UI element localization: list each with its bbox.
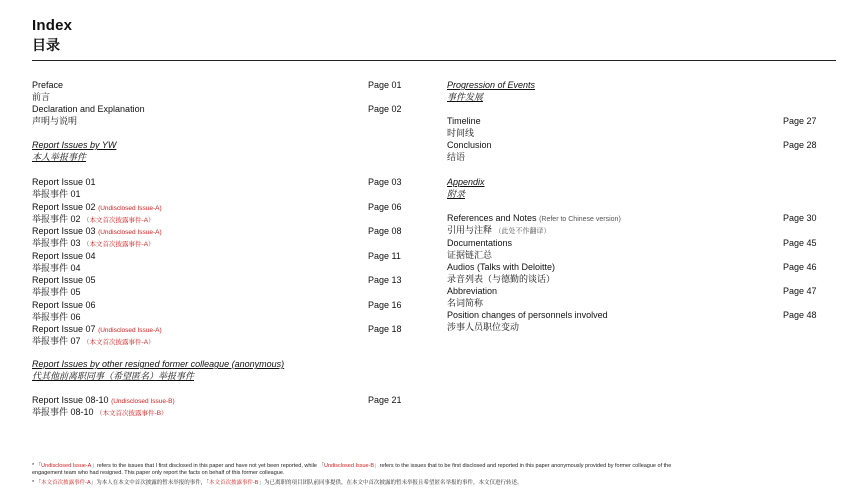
section-heading-appendix-cn: 附录 [447, 189, 466, 199]
toc-entry-issue[interactable]: Report Issue 07 (Undisclosed Issue-A) [32, 324, 162, 334]
toc-entry-issue-cn: 举报事件 02 （本文首次披露事件-A） [32, 214, 155, 224]
undisclosed-note-cn: （本文首次披露事件-A） [83, 339, 155, 346]
toc-page-issue: Page 03 [368, 177, 402, 187]
toc-entry-conclusion[interactable]: Conclusion [447, 140, 492, 150]
undisclosed-note-cn: （本文首次披露事件-B） [96, 410, 168, 417]
toc-page-issue-08-10: Page 21 [368, 395, 402, 405]
toc-entry-issue-08-10-cn: 举报事件 08-10 （本文首次披露事件-B） [32, 407, 168, 417]
toc-page-preface: Page 01 [368, 80, 402, 90]
toc-entry-abbreviation-cn: 名词简称 [447, 298, 484, 308]
toc-entry-issue-cn: 举报事件 01 [32, 189, 81, 199]
toc-page-issue: Page 13 [368, 275, 402, 285]
toc-entry-audios[interactable]: Audios (Talks with Deloitte) [447, 262, 556, 272]
toc-page-declaration: Page 02 [368, 104, 402, 114]
toc-entry-position-changes[interactable]: Position changes of personnels involved [447, 310, 608, 320]
toc-entry-documentations-cn: 证据链汇总 [447, 250, 493, 260]
undisclosed-note-cn: （本文首次披露事件-A） [83, 217, 155, 224]
toc-page-audios: Page 46 [783, 262, 817, 272]
toc-entry-timeline[interactable]: Timeline [447, 116, 481, 126]
toc-page-issue: Page 08 [368, 226, 402, 236]
references-note: (Refer to Chinese version) [539, 216, 621, 223]
footnote-cn: * 「本文首次披露事件-A」为本人在本文中首次披露的暂未举报的事件，「本文首次披露事件-B」为已离职的项目团队前同事提供，在本文中首次披露的暂未举报且希望匿名举报的事件，本文仅进行转述。 [32, 480, 523, 486]
toc-entry-declaration-cn: 声明与说明 [32, 116, 78, 126]
toc-entry-audios-cn: 录音列表（与德勤的谈话） [447, 274, 556, 284]
title-divider [32, 60, 836, 61]
page-title-cn: 目录 [32, 37, 60, 53]
toc-entry-position-changes-cn: 涉事人员职位变动 [447, 322, 520, 332]
undisclosed-note: (Undisclosed Issue-B) [111, 398, 175, 405]
toc-entry-issue-cn: 举报事件 05 [32, 287, 81, 297]
toc-page-timeline: Page 27 [783, 116, 817, 126]
toc-page-issue: Page 11 [368, 251, 401, 261]
toc-entry-issue-cn: 举报事件 04 [32, 263, 81, 273]
toc-entry-issue-cn: 举报事件 07 （本文首次披露事件-A） [32, 336, 155, 346]
page-title-en: Index [32, 17, 73, 34]
toc-entry-issue[interactable]: Report Issue 04 [32, 251, 96, 261]
toc-entry-preface[interactable]: Preface [32, 80, 64, 90]
toc-entry-conclusion-cn: 结语 [447, 152, 466, 162]
undisclosed-note: (Undisclosed Issue-A) [98, 229, 162, 236]
section-heading-yw-cn: 本人举报事件 [32, 152, 87, 162]
toc-page-issue: Page 06 [368, 202, 402, 212]
footnote-en: * 「Undisclosed Issue-A」refers to the issues that I first disclosed in this paper and have not yet been reported, while 「Undisclosed Issue-B」refers to the issues that to be first disclosed and reported in this paper anonymously provided by former colleague of the [32, 463, 672, 469]
toc-page-abbreviation: Page 47 [783, 286, 817, 296]
toc-entry-issue[interactable]: Report Issue 03 (Undisclosed Issue-A) [32, 226, 162, 236]
toc-page-references: Page 30 [783, 213, 817, 223]
section-heading-other[interactable]: Report Issues by other resigned former colleague (anonymous) [32, 359, 285, 369]
undisclosed-note-cn: （本文首次披露事件-A） [83, 241, 155, 248]
toc-entry-issue[interactable]: Report Issue 05 [32, 275, 96, 285]
section-heading-yw[interactable]: Report Issues by YW [32, 140, 117, 150]
toc-entry-issue[interactable]: Report Issue 06 [32, 300, 96, 310]
toc-entry-documentations[interactable]: Documentations [447, 238, 513, 248]
toc-page-conclusion: Page 28 [783, 140, 817, 150]
section-heading-progression-cn: 事件发展 [447, 92, 484, 102]
section-heading-progression[interactable]: Progression of Events [447, 80, 536, 90]
section-heading-appendix[interactable]: Appendix [447, 177, 485, 187]
toc-entry-references[interactable]: References and Notes (Refer to Chinese version) [447, 213, 621, 223]
toc-page-issue: Page 18 [368, 324, 402, 334]
section-heading-other-cn: 代其他前离职同事（希望匿名）举报事件 [32, 371, 195, 381]
undisclosed-note: (Undisclosed Issue-A) [98, 327, 162, 334]
toc-entry-abbreviation[interactable]: Abbreviation [447, 286, 498, 296]
toc-entry-references-cn: 引用与注释 （此处不作翻译） [447, 225, 551, 235]
toc-page-documentations: Page 45 [783, 238, 817, 248]
toc-entry-timeline-cn: 时间线 [447, 128, 475, 138]
toc-entry-preface-cn: 前言 [32, 92, 51, 102]
toc-entry-issue-cn: 举报事件 03 （本文首次披露事件-A） [32, 238, 155, 248]
toc-entry-issue-08-10[interactable]: Report Issue 08-10 (Undisclosed Issue-B) [32, 395, 175, 405]
toc-page-issue: Page 16 [368, 300, 402, 310]
toc-entry-issue[interactable]: Report Issue 01 [32, 177, 96, 187]
toc-page-position-changes: Page 48 [783, 310, 817, 320]
toc-entry-issue-cn: 举报事件 06 [32, 312, 81, 322]
references-note-cn: （此处不作翻译） [494, 228, 551, 235]
toc-entry-declaration[interactable]: Declaration and Explanation [32, 104, 145, 114]
toc-entry-issue[interactable]: Report Issue 02 (Undisclosed Issue-A) [32, 202, 162, 212]
undisclosed-note: (Undisclosed Issue-A) [98, 205, 162, 212]
footnote-en-cont: engagement team who had resigned. This paper only report the facts on behalf of this former colleague. [32, 470, 285, 476]
